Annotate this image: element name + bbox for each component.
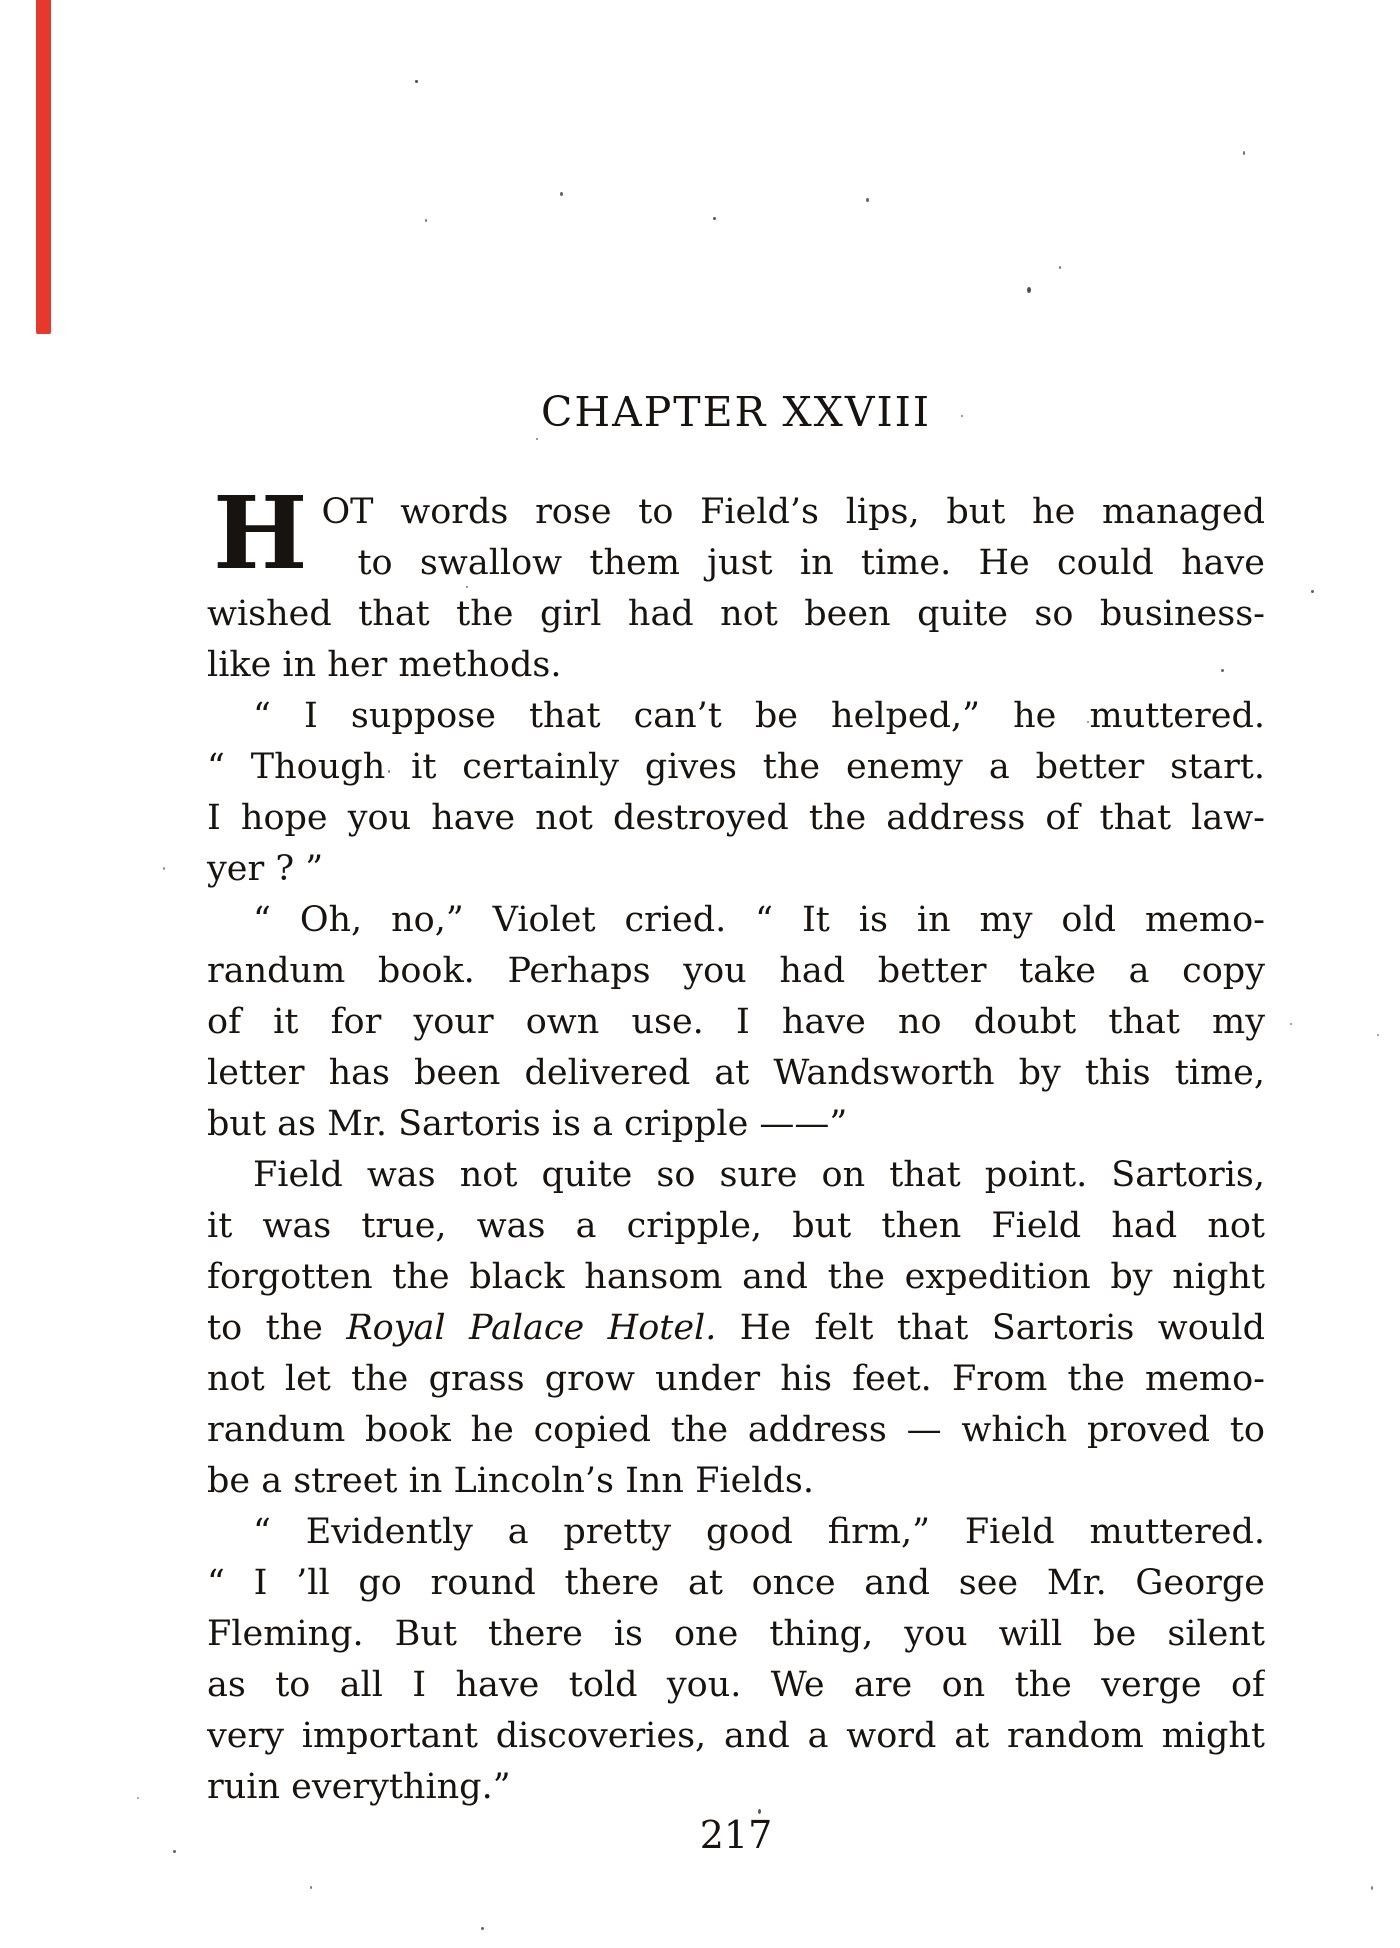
text-line: to swallow them just in time. He could have — [357, 543, 1265, 583]
italic-text-segment: Royal Palace Hotel. — [346, 1308, 717, 1348]
scan-speck — [415, 80, 418, 83]
text-line: as to all I have told you. We are on the verge of — [207, 1665, 1265, 1705]
scan-speck — [1027, 287, 1031, 293]
text-line: like in her methods. — [207, 645, 562, 685]
scan-speck — [425, 219, 427, 222]
scan-speck — [137, 1797, 139, 1799]
page-number: 217 — [699, 1813, 773, 1857]
text-line: of it for your own use. I have no doubt that my — [207, 1002, 1265, 1042]
text-line: “ Though it certainly gives the enemy a better start. — [207, 747, 1265, 787]
text-line: “ I suppose that can’t be helped,” he muttered. — [253, 696, 1265, 736]
scan-red-stripe — [36, 0, 51, 334]
text-line: letter has been delivered at Wandsworth by this time, — [207, 1053, 1265, 1093]
text-line: forgotten the black hansom and the expedition by night — [207, 1257, 1265, 1297]
text-line-with-italic — [207, 1303, 1265, 1354]
scan-speck — [1059, 266, 1061, 269]
text-line: it was true, was a cripple, but then Field had not — [207, 1206, 1265, 1246]
scan-speck — [310, 1886, 312, 1889]
scan-speck — [481, 1927, 484, 1930]
text-line: be a street in Lincoln’s Inn Fields. — [207, 1461, 814, 1501]
text-line: but as Mr. Sartoris is a cripple ——” — [207, 1104, 848, 1144]
scan-speck — [163, 867, 165, 870]
scan-speck — [1371, 1886, 1373, 1890]
scan-speck — [1377, 1034, 1379, 1036]
text-segment: He felt that Sartoris would — [716, 1308, 1265, 1348]
text-line: not let the grass grow under his feet. From the memo- — [207, 1359, 1265, 1399]
paragraph-3 — [207, 895, 1265, 1150]
text-line: randum book. Perhaps you had better take a copy — [207, 951, 1265, 991]
text-line: Field was not quite so sure on that point. Sartoris, — [253, 1155, 1265, 1195]
text-line: very important discoveries, and a word at random might — [207, 1716, 1265, 1756]
text-line: yer ? ” — [207, 849, 324, 889]
scan-speck — [1290, 1023, 1292, 1025]
chapter-heading: CHAPTER XXVIII — [540, 388, 932, 436]
scan-speck — [866, 198, 869, 202]
text-line: “ Oh, no,” Violet cried. “ It is in my old memo- — [253, 900, 1265, 940]
scan-speck — [1243, 151, 1245, 155]
paragraph-1 — [207, 474, 1265, 691]
paragraph-5 — [207, 1507, 1265, 1813]
text-line: I hope you have not destroyed the address of that law- — [207, 798, 1265, 838]
text-line: Fleming. But there is one thing, you will be silent — [207, 1614, 1265, 1654]
scan-speck — [713, 217, 716, 220]
paragraph-2 — [207, 691, 1265, 895]
text-line: OT words rose to Field’s lips, but he managed — [321, 492, 1265, 532]
scan-speck — [560, 192, 563, 196]
scan-speck — [1311, 590, 1314, 593]
drop-cap: H — [213, 474, 308, 592]
text-line: “ Evidently a pretty good firm,” Field muttered. — [253, 1512, 1265, 1552]
text-line: randum book he copied the address — which proved to — [207, 1410, 1265, 1450]
text-block — [207, 474, 1265, 1813]
text-line: ruin everything.” — [207, 1767, 511, 1807]
text-segment: to the — [207, 1308, 347, 1348]
text-line: “ I ’ll go round there at once and see Mr. George — [207, 1563, 1265, 1603]
paragraph-4 — [207, 1150, 1265, 1507]
scan-speck — [173, 1850, 176, 1853]
scan-speck — [536, 438, 538, 440]
text-line: wished that the girl had not been quite so business- — [207, 594, 1265, 634]
